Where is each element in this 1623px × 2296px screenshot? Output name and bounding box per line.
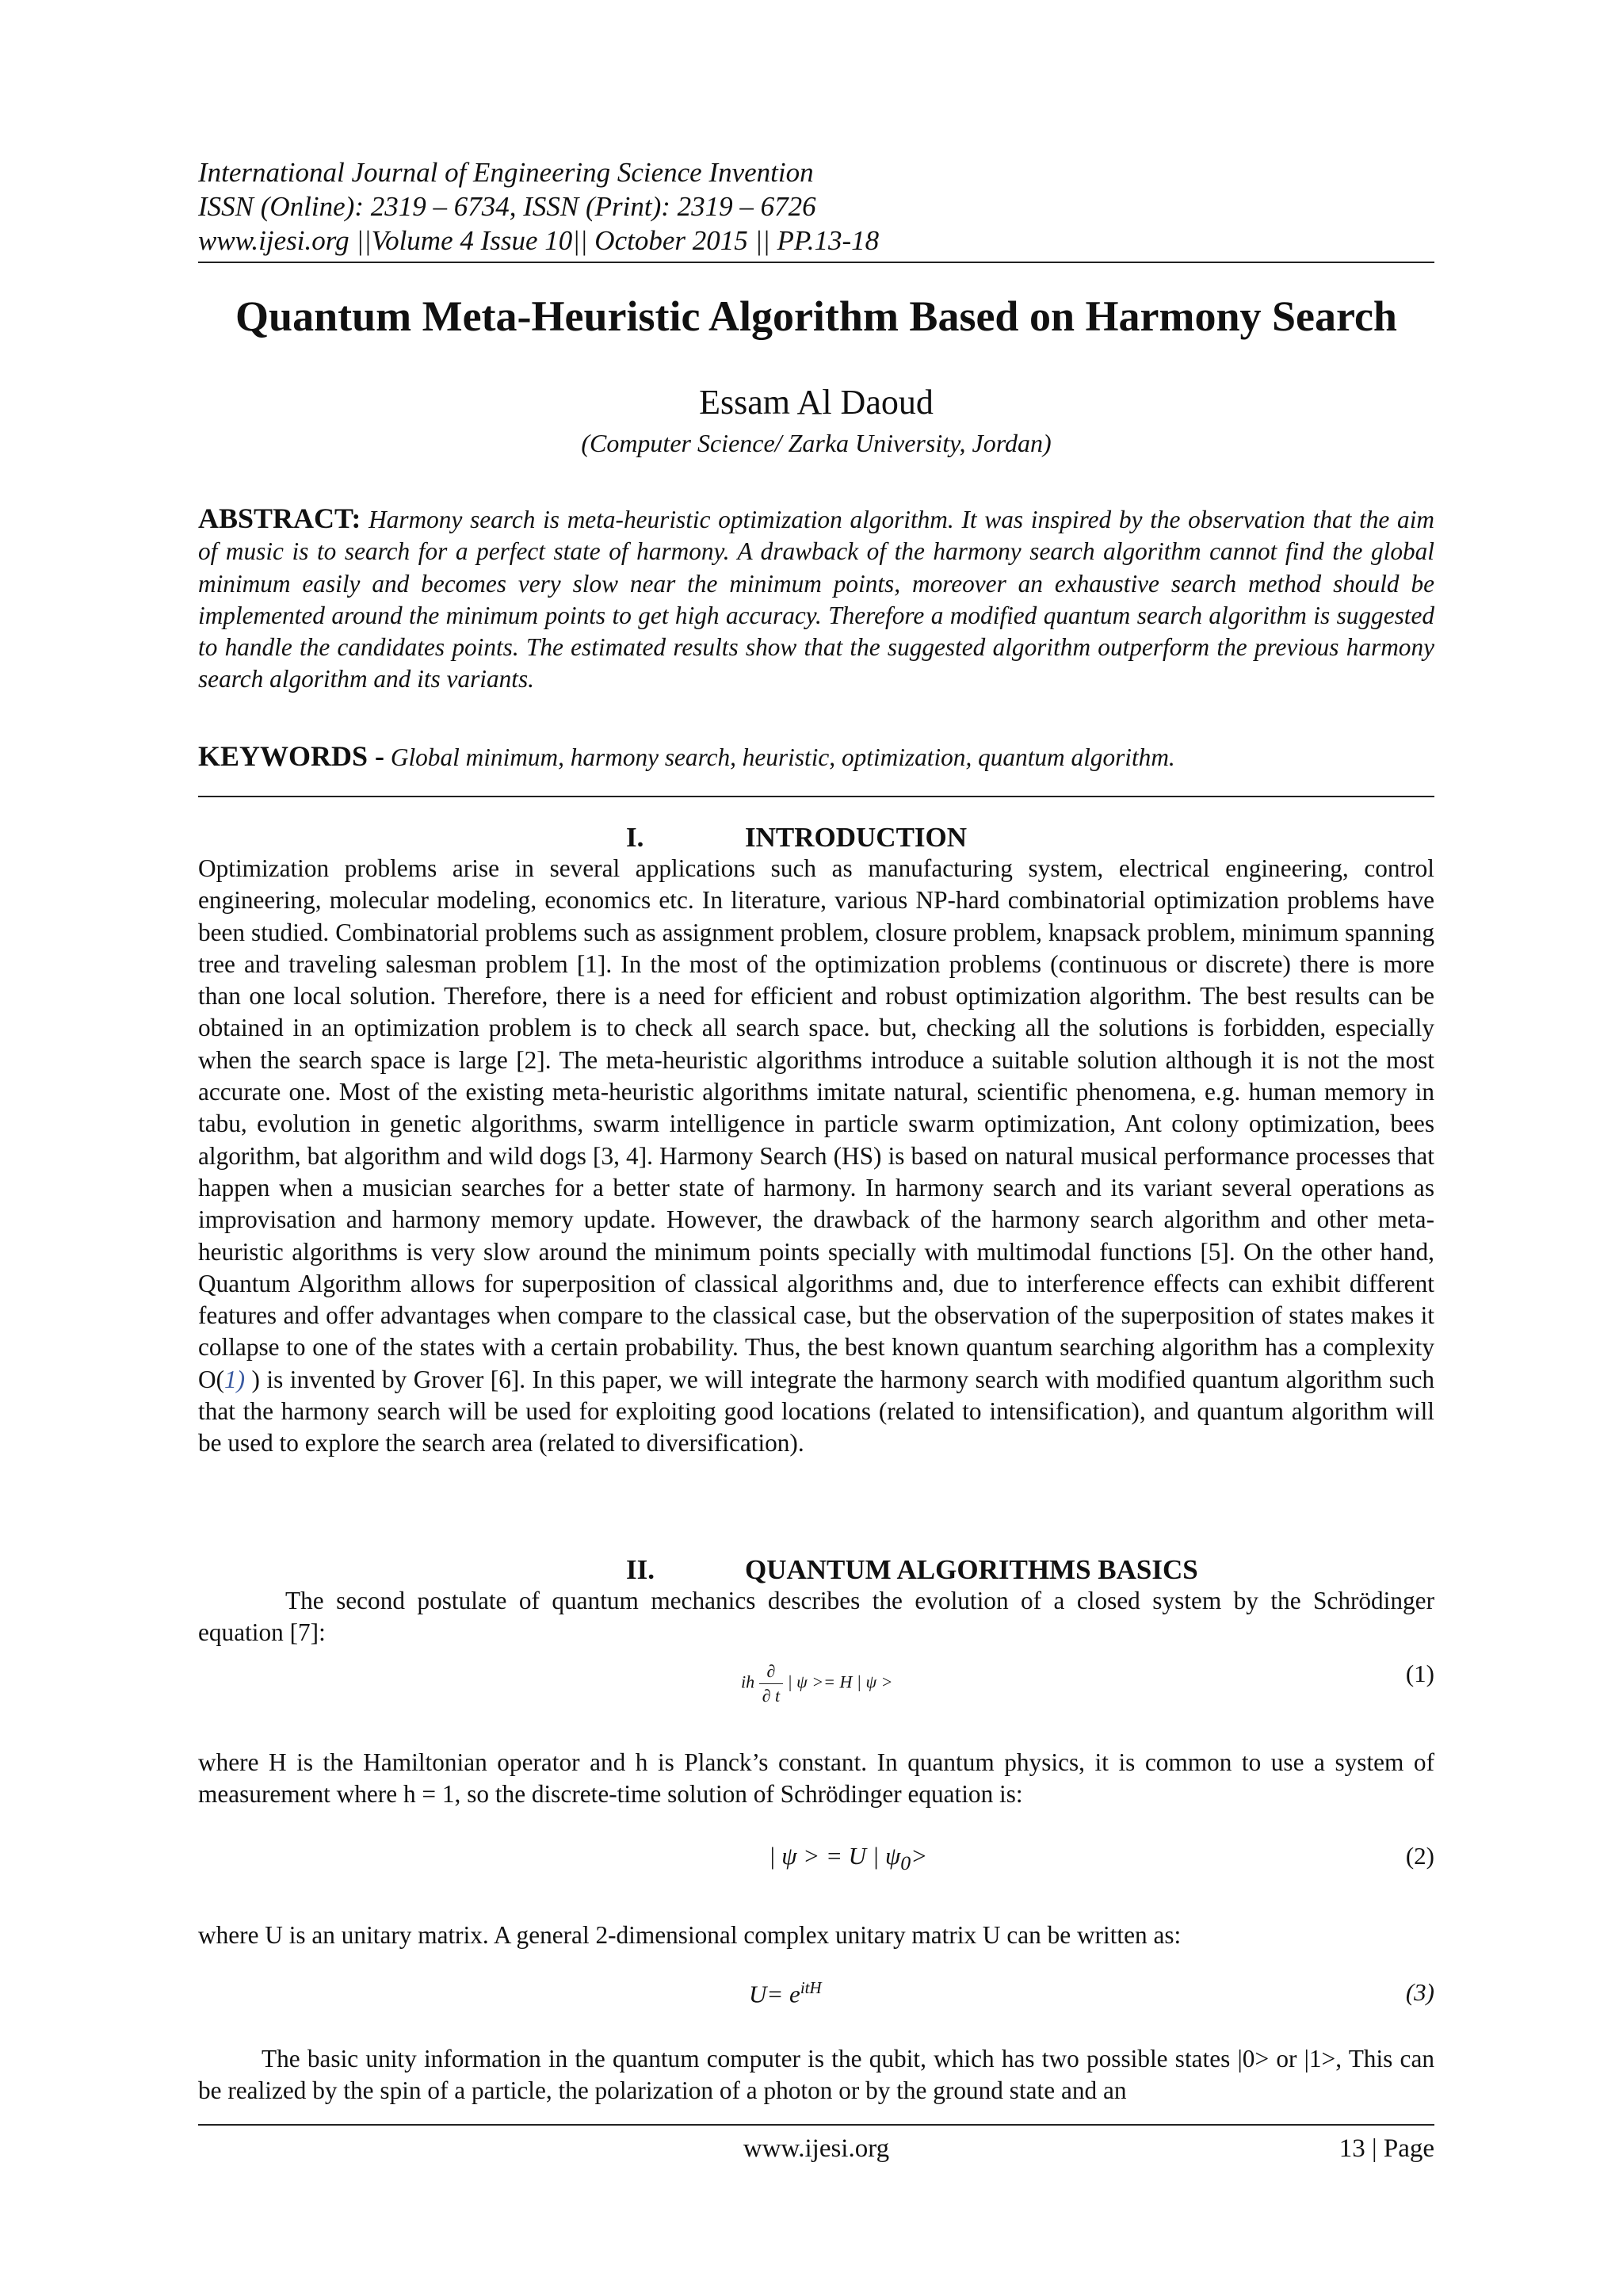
quantum-paragraph-1: The second postulate of quantum mechanics describes the evolution of a closed system by the Schrödinger equation [7]: xyxy=(198,1587,1434,1647)
section-title: INTRODUCTION xyxy=(745,822,968,853)
partial-derivative xyxy=(759,1660,783,1708)
abstract xyxy=(198,502,1434,696)
equation-3-number: (3) xyxy=(1405,1978,1434,2006)
introduction-text-part1: Optimization problems arise in several applications such as manufacturing system, electrical engineering, control engineering, molecular modeling, economics etc. In literature, various NP-hard combinatorial optimization problems have been studied. Combinatorial problems such as assignment problem, closure problem, knapsack problem, minimum spanning tree and traveling salesman problem [1]. In the most of the optimization problems (continuous or discrete) there is more than one local solution. Therefore, there is a need for efficient and robust optimization algorithm. The best results can be obtained in an optimization problem is to check all search space. but, checking all the solutions is forbidden, especially when the search space is large [2]. The meta-heuristic algorithms introduce a suitable solution although it is not the most accurate one. Most of the existing meta-heuristic algorithms imitate natural, scientific phenomena, e.g. human memory in tabu, evolution in genetic algorithms, swarm intelligence in particle swarm optimization, Ant colony optimization, bees algorithm, bat algorithm and wild dogs [3, 4]. Harmony Search (HS) is based on natural musical performance processes that happen when a musician searches for a better state of harmony. In harmony search and its variant several operations as improvisation and harmony memory update. However, the drawback of the harmony search algorithm and other meta-heuristic algorithms is very slow around the minimum points specially with multimodal functions [5]. On the other hand, Quantum Algorithm allows for superposition of classical algorithms and, due to interference effects can exhibit different features and offer advantages when compare to the classical case, but the observation of the superposition of states makes it collapse to one of the states with a certain probability. Thus, the best known quantum searching algorithm has a complexity O( xyxy=(198,854,1434,1393)
fraction-numerator: ∂ xyxy=(759,1660,783,1684)
quantum-paragraph-4: The basic unity information in the quantum computer is the qubit, which has two possible states |0> or |1>, This can be realized by the spin of a particle, the polarization of a photon or by the ground state and an xyxy=(198,2045,1434,2105)
quantum-paragraph-3: where U is an unitary matrix. A general 2-dimensional complex unitary matrix U can be written as: xyxy=(198,1921,1182,1949)
equation-1-body xyxy=(741,1660,892,1708)
equation-1 xyxy=(198,1655,1434,1706)
journal-issn: ISSN (Online): 2319 – 6734, ISSN (Print): 2319 – 6726 xyxy=(198,191,816,222)
keywords-text: Global minimum, harmony search, heuristic, optimization, quantum algorithm. xyxy=(390,743,1175,771)
paper-title: Quantum Meta-Heuristic Algorithm Based on Harmony Search xyxy=(235,292,1397,340)
keywords-label: KEYWORDS - xyxy=(198,740,385,772)
section-title: QUANTUM ALGORITHMS BASICS xyxy=(745,1554,1198,1585)
footer-url: www.ijesi.org xyxy=(743,2134,890,2163)
equation-2-subscript: 0 xyxy=(900,1851,911,1875)
equation-3-expression: U= e xyxy=(749,1980,800,2008)
quantum-paragraph-2: where H is the Hamiltonian operator and h is Planck’s constant. In quantum physics, it is common to use a system of measurement where h = 1, so the discrete-time solution of Schrödinger equation is: xyxy=(198,1748,1434,1809)
fraction-denominator: ∂ t xyxy=(762,1686,781,1706)
equation-2-tail: > xyxy=(911,1842,928,1870)
equation-1-prefix: ih xyxy=(741,1671,755,1692)
section-divider xyxy=(198,796,1434,797)
journal-header xyxy=(198,155,1434,258)
abstract-text: Harmony search is meta-heuristic optimization algorithm. It was inspired by the observation that the aim of music is to search for a perfect state of harmony. A drawback of the harmony search algorithm cannot find the global minimum easily and becomes very slow near the minimum points, moreover an exhaustive search method should be implemented around the minimum points to get high accuracy. Therefore a modified quantum search algorithm is suggested to handle the candidates points. The estimated results show that the suggested algorithm outperform the previous harmony search algorithm and its variants. xyxy=(198,506,1435,693)
abstract-label: ABSTRACT: xyxy=(198,502,361,534)
equation-3 xyxy=(198,1978,1434,2026)
introduction-text xyxy=(198,853,1434,1460)
paper-author: Essam Al Daoud xyxy=(699,383,934,422)
equation-2-body xyxy=(769,1842,927,1875)
complexity-mark: 1) xyxy=(224,1365,246,1393)
footer-page-number: 13 | Page xyxy=(1338,2134,1434,2163)
keywords xyxy=(198,740,1434,774)
header-divider xyxy=(198,262,1434,263)
section-number: II. xyxy=(626,1554,655,1585)
equation-3-superscript: itH xyxy=(800,1978,822,1997)
journal-volume: www.ijesi.org ||Volume 4 Issue 10|| October 2015 || PP.13-18 xyxy=(198,225,880,256)
equation-1-number: (1) xyxy=(1405,1660,1434,1687)
section-number: I. xyxy=(626,822,644,853)
equation-2-number: (2) xyxy=(1405,1842,1434,1870)
equation-3-body xyxy=(749,1978,822,2008)
journal-name: International Journal of Engineering Science Invention xyxy=(198,157,814,188)
equation-1-expression: | ψ >= H | ψ > xyxy=(787,1671,893,1692)
author-affiliation: (Computer Science/ Zarka University, Jordan) xyxy=(581,429,1052,457)
equation-2-expression: | ψ > = U | ψ xyxy=(769,1842,901,1870)
introduction-text-part2: ) is invented by Grover [6]. In this paper, we will integrate the harmony search with modified quantum algorithm such that the harmony search will be used for exploiting good locations (related to intensification), and quantum algorithm will be used to explore the search area (related to diversification). xyxy=(198,1365,1434,1457)
equation-2 xyxy=(198,1842,1434,1889)
footer-divider xyxy=(198,2124,1434,2126)
